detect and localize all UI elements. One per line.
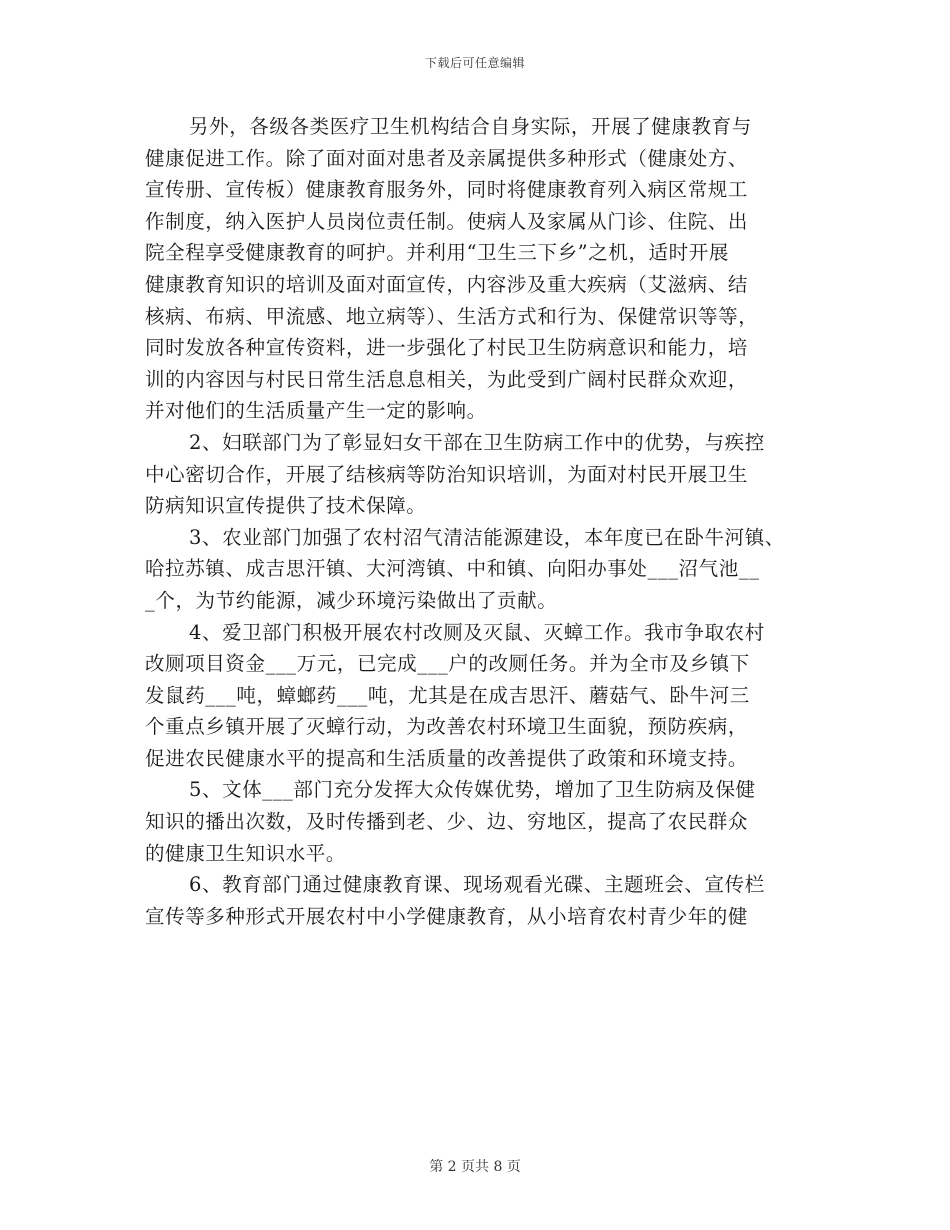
document-body bbox=[145, 111, 810, 932]
paragraph-line: 核病、布病、甲流感、地立病等）、生活方式和行为、保健常识等等， bbox=[145, 304, 759, 328]
paragraph-line: 促进农民健康水平的提高和生活质量的改善提供了政策和环境支持。 bbox=[145, 746, 749, 770]
paragraph-line: 院全程享受健康教育的呵护。并利用“卫生三下乡”之机，适时开展 bbox=[145, 241, 729, 265]
paragraph-line: 哈拉苏镇、成吉思汗镇、大河湾镇、中和镇、向阳办事处___沼气池__ bbox=[145, 557, 760, 581]
paragraph-line: 并对他们的生活质量产生一定的影响。 bbox=[145, 399, 487, 423]
paragraph-line: 2、妇联部门为了彰显妇女干部在卫生防病工作中的优势，与疾控 bbox=[189, 430, 765, 454]
paragraph-line: 的健康卫生知识水平。 bbox=[145, 841, 347, 865]
paragraph-line: 健康促进工作。除了面对面对患者及亲属提供多种形式（健康处方、 bbox=[145, 146, 749, 170]
paragraph-line: _个，为节约能源，减少环境污染做出了贡献。 bbox=[145, 588, 558, 612]
paragraph-womens-federation bbox=[145, 427, 810, 522]
paragraph-line: 3、农业部门加强了农村沼气清洁能源建设，本年度已在卧牛河镇、 bbox=[189, 525, 785, 549]
paragraph-line: 作制度，纳入医护人员岗位责任制。使病人及家属从门诊、住院、出 bbox=[145, 209, 749, 233]
paragraph-line: 改厕项目资金___万元，已完成___户的改厕任务。并为全市及乡镇下 bbox=[145, 652, 750, 676]
paragraph-line: 防病知识宣传提供了技术保障。 bbox=[145, 494, 427, 518]
paragraph-line: 个重点乡镇开展了灭蟑行动，为改善农村环境卫生面貌，预防疾病， bbox=[145, 715, 749, 739]
paragraph-line: 宣传等多种形式开展农村中小学健康教育，从小培育农村青少年的健 bbox=[145, 904, 749, 928]
paragraph-line: 6、教育部门通过健康教育课、现场观看光碟、主题班会、宣传栏 bbox=[189, 873, 765, 897]
paragraph-line: 知识的播出次数，及时传播到老、少、边、穷地区，提高了农民群众 bbox=[145, 810, 749, 834]
paragraph-line: 同时发放各种宣传资料，进一步强化了村民卫生防病意识和能力，培 bbox=[145, 336, 749, 360]
paragraph-line: 另外，各级各类医疗卫生机构结合自身实际，开展了健康教育与 bbox=[189, 115, 752, 138]
page-number: 第 2 页共 8 页 bbox=[429, 1159, 521, 1175]
paragraph-line: 5、文体___部门充分发挥大众传媒优势，增加了卫生防病及保健 bbox=[189, 778, 756, 802]
paragraph-line: 训的内容因与村民日常生活息息相关，为此受到广阔村民群众欢迎， bbox=[145, 367, 749, 391]
paragraph-line: 宣传册、宣传板）健康教育服务外，同时将健康教育列入病区常规工 bbox=[145, 178, 749, 202]
paragraph-agriculture bbox=[145, 522, 810, 617]
paragraph-other-institutions bbox=[145, 111, 810, 427]
paragraph-line: 4、爱卫部门积极开展农村改厕及灭鼠、灭蟑工作。我市争取农村 bbox=[189, 620, 765, 644]
paragraph-line: 发鼠药___吨，蟑螂药___吨，尤其是在成吉思汗、蘑菇气、卧牛河三 bbox=[145, 683, 750, 707]
paragraph-line: 中心密切合作，开展了结核病等防治知识培训，为面对村民开展卫生 bbox=[145, 462, 749, 486]
paragraph-line: 健康教育知识的培训及面对面宣传，内容涉及重大疾病（艾滋病、结 bbox=[145, 272, 749, 296]
paragraph-patriotic-health bbox=[145, 617, 810, 775]
page-header: 下载后可任意编辑 bbox=[424, 56, 525, 70]
paragraph-education bbox=[145, 869, 810, 932]
paragraph-culture-sports bbox=[145, 774, 810, 869]
